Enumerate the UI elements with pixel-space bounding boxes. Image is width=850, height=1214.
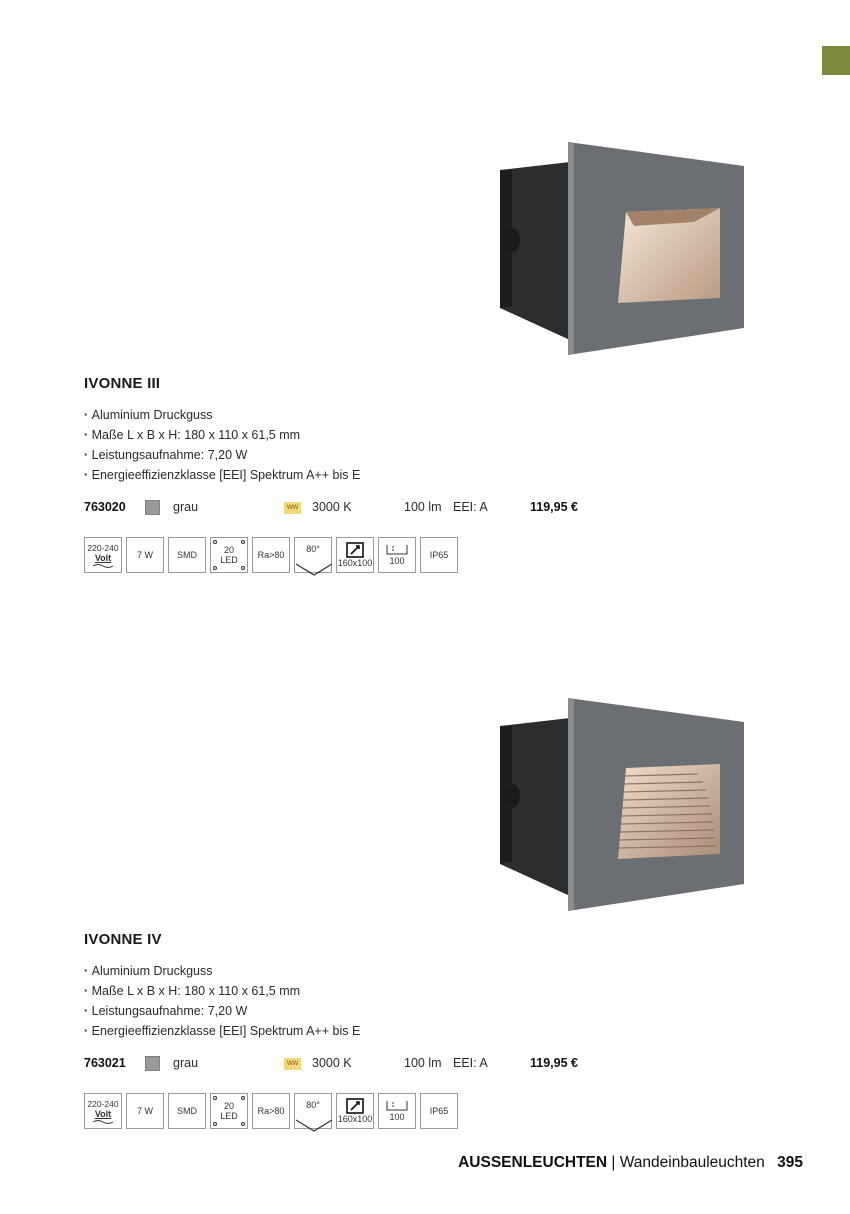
voltage-icon <box>84 1093 122 1129</box>
price: 119,95 € <box>530 1056 578 1070</box>
depth-value: 100 <box>389 556 405 566</box>
led-dot-icon <box>213 540 217 544</box>
ac-wave-icon <box>92 1119 114 1124</box>
led-dot-icon <box>213 1096 217 1100</box>
article-number: 763020 <box>84 500 126 514</box>
led-label: LED <box>220 555 238 565</box>
led-type-icon <box>168 1093 206 1129</box>
drill-icon <box>346 542 364 558</box>
warm-white-badge: WW <box>284 1058 301 1070</box>
feature-item: · Aluminium Druckguss <box>84 961 360 981</box>
led-type-icon <box>168 537 206 573</box>
led-dot-icon <box>213 566 217 570</box>
depth-value: 100 <box>389 1112 405 1122</box>
cutout-icon <box>336 537 374 573</box>
feature-item: · Energieeffizienzklasse [EEI] Spektrum A++ bis E <box>84 465 360 485</box>
beam-angle-icon <box>294 1093 332 1129</box>
color-temperature: 3000 K <box>312 1056 352 1070</box>
footer-subcategory: Wandeinbauleuchten <box>619 1154 765 1171</box>
energy-class: EEI: A <box>453 1056 488 1070</box>
voltage-range: 220-240 <box>87 1098 119 1109</box>
product-image-ivonne-iii <box>498 140 748 358</box>
led-count-icon <box>210 537 248 573</box>
section-color-tab <box>822 46 850 75</box>
beam-cone-icon <box>295 562 333 576</box>
voltage-unit: Volt <box>94 552 112 563</box>
feature-item: · Aluminium Druckguss <box>84 405 360 425</box>
warm-white-badge: WW <box>284 502 301 514</box>
price: 119,95 € <box>530 500 578 514</box>
feature-item: · Leistungsaufnahme: 7,20 W <box>84 1001 360 1021</box>
product-title: IVONNE IV <box>84 931 162 948</box>
cri-value: Ra>80 <box>257 1106 285 1116</box>
voltage-unit: Volt <box>94 1108 112 1119</box>
color-temperature: 3000 K <box>312 500 352 514</box>
color-name: grau <box>173 500 199 514</box>
led-dot-icon <box>241 566 245 570</box>
cri-icon <box>252 1093 290 1129</box>
spec-row <box>84 500 604 518</box>
product-title: IVONNE III <box>84 375 161 392</box>
installation-depth-icon <box>385 544 409 556</box>
drill-icon <box>346 1098 364 1114</box>
led-dot-icon <box>241 1096 245 1100</box>
beam-angle-value: 80° <box>306 1100 320 1110</box>
feature-list <box>84 961 360 1041</box>
spec-row <box>84 1056 604 1074</box>
color-swatch <box>145 500 160 515</box>
led-count-icon <box>210 1093 248 1129</box>
depth-icon <box>378 1093 416 1129</box>
article-number: 763021 <box>84 1056 126 1070</box>
page-number: 395 <box>777 1154 803 1171</box>
feature-item: · Energieeffizienzklasse [EEI] Spektrum A++ bis E <box>84 1021 360 1041</box>
led-label: LED <box>220 1111 238 1121</box>
wattage-value: 7 W <box>136 550 153 560</box>
wattage-icon <box>126 1093 164 1129</box>
cri-value: Ra>80 <box>257 550 285 560</box>
footer-category: AUSSENLEUCHTEN <box>458 1154 608 1171</box>
beam-cone-icon <box>295 1118 333 1132</box>
cutout-icon <box>336 1093 374 1129</box>
cutout-value: 160x100 <box>337 1114 373 1124</box>
led-count-value: 20 <box>223 545 234 555</box>
depth-icon <box>378 537 416 573</box>
page-footer <box>458 1154 803 1172</box>
led-dot-icon <box>241 540 245 544</box>
color-name: grau <box>173 1056 199 1070</box>
voltage-range: 220-240 <box>87 542 119 553</box>
feature-item: · Maße L x B x H: 180 x 110 x 61,5 mm <box>84 981 360 1001</box>
wattage-value: 7 W <box>136 1106 153 1116</box>
installation-depth-icon <box>385 1100 409 1112</box>
product-image-ivonne-iv <box>498 696 748 914</box>
color-swatch <box>145 1056 160 1071</box>
ip-rating-value: IP65 <box>429 550 449 560</box>
led-count-value: 20 <box>223 1101 234 1111</box>
beam-angle-value: 80° <box>306 544 320 554</box>
feature-list <box>84 405 360 485</box>
footer-separator: | <box>611 1154 616 1171</box>
led-type-value: SMD <box>177 550 197 560</box>
voltage-icon <box>84 537 122 573</box>
wattage-icon <box>126 537 164 573</box>
led-dot-icon <box>213 1122 217 1126</box>
led-dot-icon <box>241 1122 245 1126</box>
beam-angle-icon <box>294 537 332 573</box>
luminous-flux: 100 lm <box>404 1056 442 1070</box>
luminous-flux: 100 lm <box>404 500 442 514</box>
ip-rating-icon <box>420 1093 458 1129</box>
ac-wave-icon <box>92 563 114 568</box>
led-type-value: SMD <box>177 1106 197 1116</box>
energy-class: EEI: A <box>453 500 488 514</box>
feature-item: · Maße L x B x H: 180 x 110 x 61,5 mm <box>84 425 360 445</box>
feature-item: · Leistungsaufnahme: 7,20 W <box>84 445 360 465</box>
cri-icon <box>252 537 290 573</box>
cutout-value: 160x100 <box>337 558 373 568</box>
ip-rating-value: IP65 <box>429 1106 449 1116</box>
ip-rating-icon <box>420 537 458 573</box>
